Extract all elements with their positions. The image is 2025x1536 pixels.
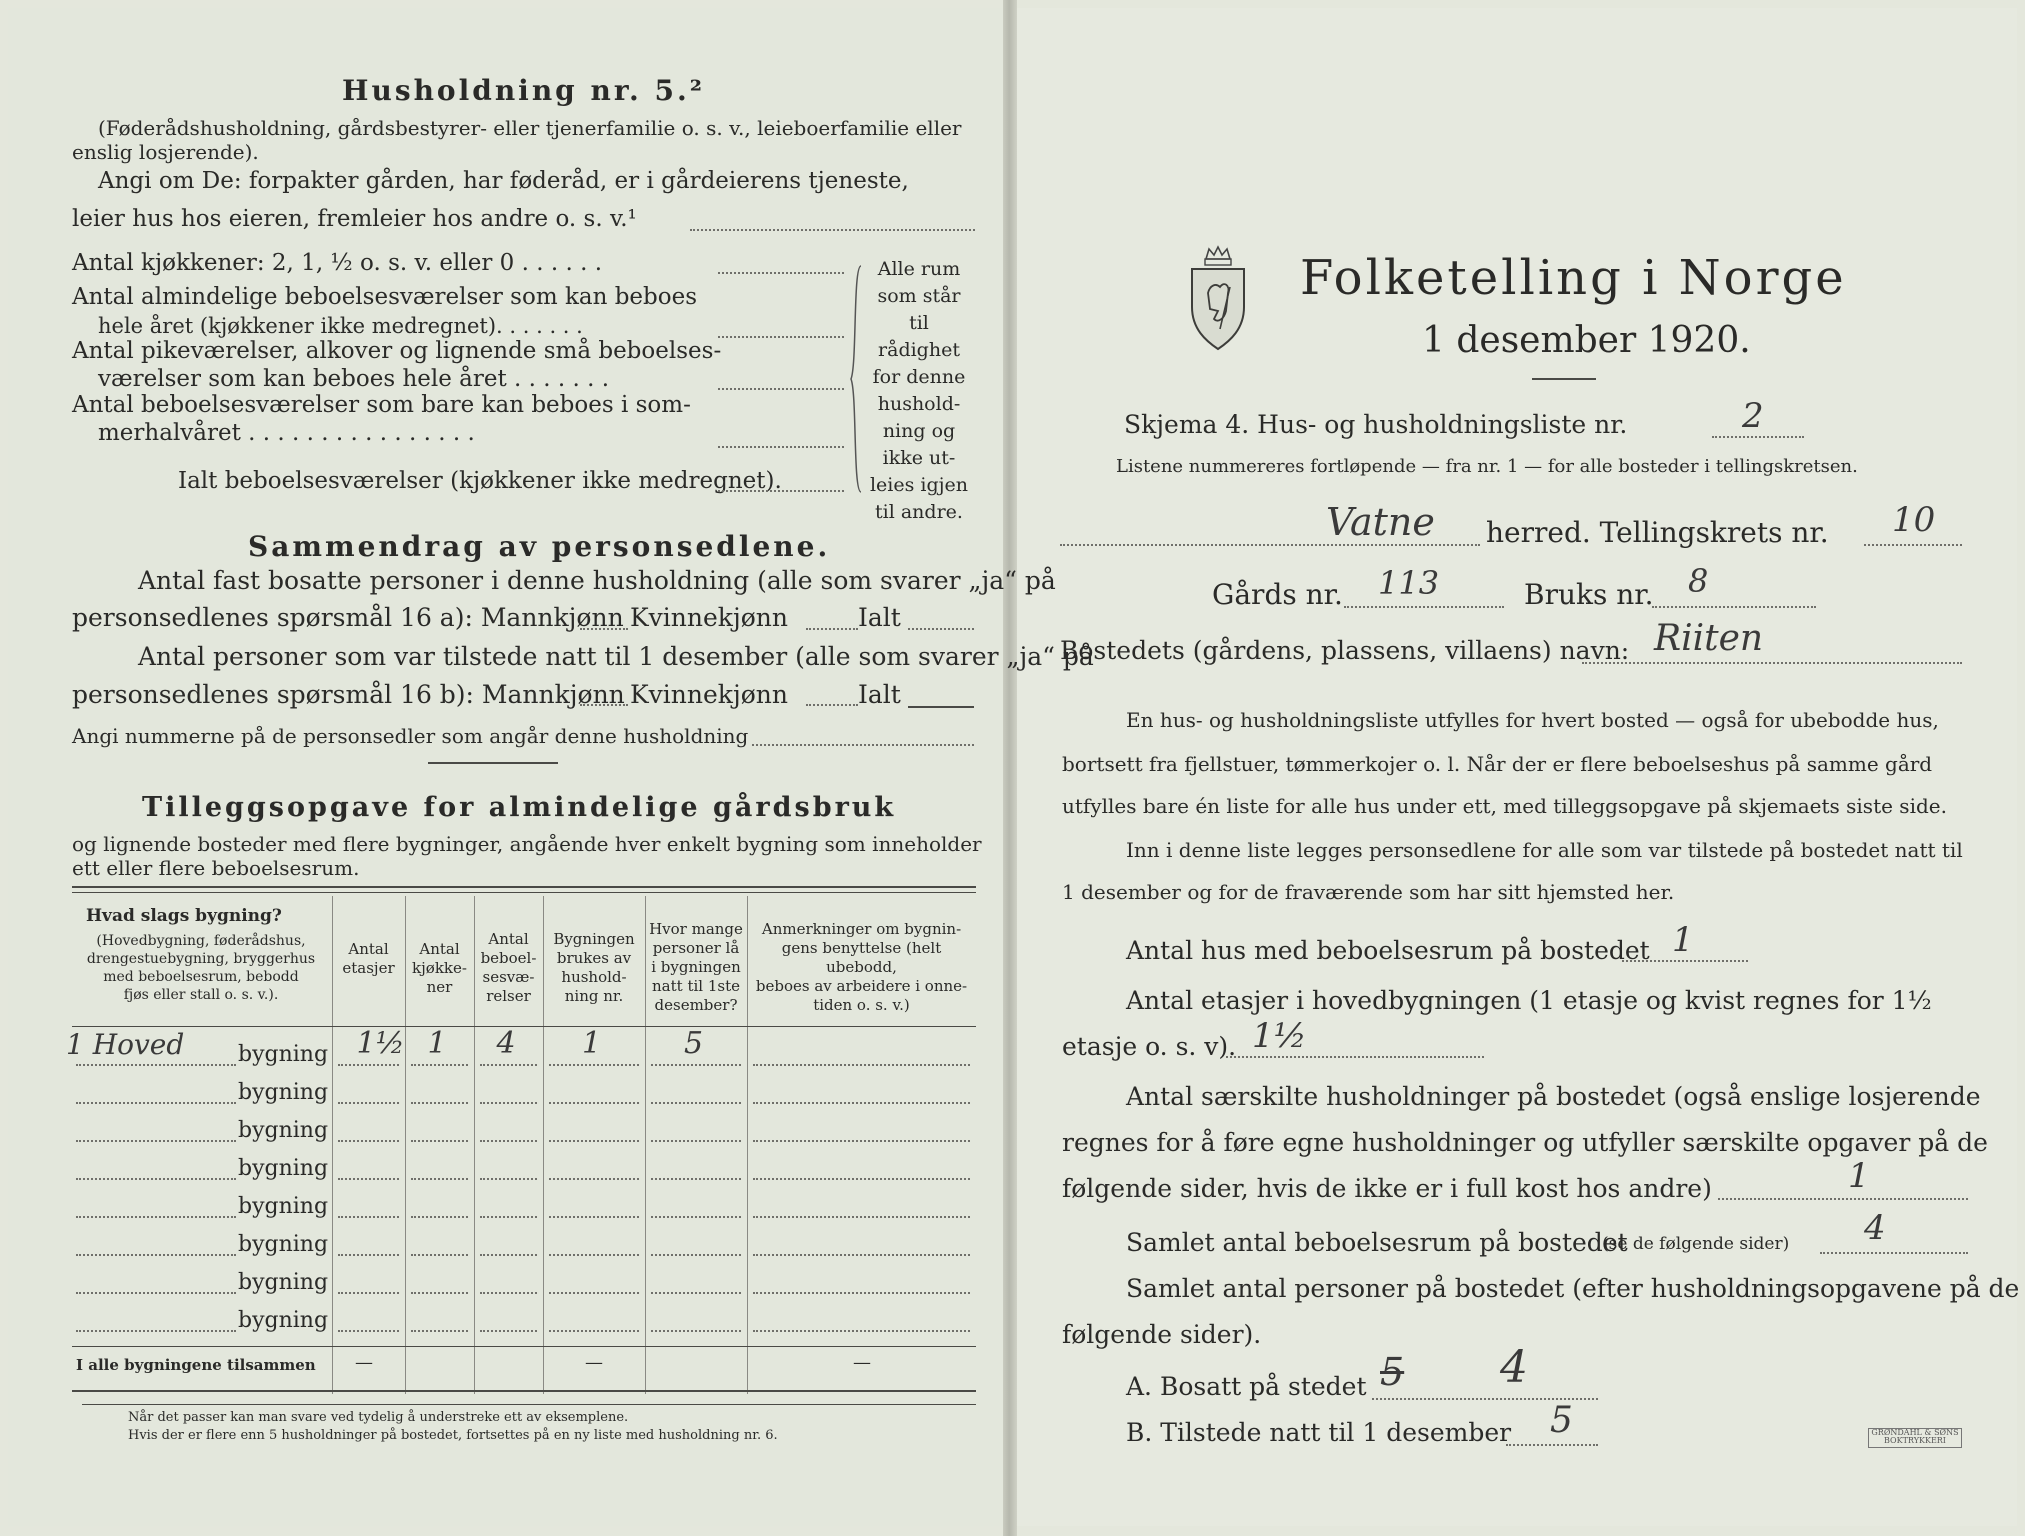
total-notes-dash: — (853, 1352, 871, 1373)
summary-a-women-answer[interactable] (806, 628, 858, 630)
angi-numbers-answer[interactable] (752, 744, 974, 746)
supplement-text-2: ett eller flere beboelsesrum. (72, 856, 360, 880)
table-row-name-field[interactable] (76, 1064, 236, 1066)
table-column-header-line: personer lå (652, 939, 740, 957)
herred-value: Vatne (1326, 500, 1435, 544)
rooms-total-value: 4 (1864, 1208, 1886, 1248)
instructions-5: 1 desember og for de fraværende som har sitt hjemsted her. (1062, 880, 1675, 904)
table-row-label: bygning (238, 1270, 329, 1295)
rooms-label-2: hele året (kjøkkener ikke medregnet). . . . . . . (98, 314, 583, 338)
table-row-label: bygning (238, 1118, 329, 1143)
table-cell-field[interactable] (338, 1064, 399, 1066)
table-row-name-field[interactable] (76, 1292, 236, 1294)
table-cell-field[interactable] (651, 1216, 741, 1218)
table-column-header-line: hushold- (561, 968, 627, 986)
table-cell-field[interactable] (651, 1140, 741, 1142)
table-cell-field[interactable] (411, 1064, 468, 1066)
table-cell-field[interactable] (651, 1330, 741, 1332)
table-cell-value: 4 (496, 1026, 516, 1061)
table-cell-field[interactable] (753, 1102, 970, 1104)
present-label: B. Tilstede natt til 1 desember (1126, 1418, 1512, 1447)
summary-b-line-2: personsedlenes spørsmål 16 b): Mannkjønn (72, 680, 625, 709)
table-cell-field[interactable] (651, 1102, 741, 1104)
table-cell-field[interactable] (480, 1178, 537, 1180)
table-cell-field[interactable] (411, 1216, 468, 1218)
table-column-header-line: kjøkke- (412, 959, 467, 977)
household-title: Husholdning nr. 5.² (342, 74, 706, 107)
summary-b-line-1: Antal personer som var tilstede natt til 1 desember (alle som svarer „ja“ på (138, 642, 1094, 671)
summary-a-total-answer[interactable] (908, 628, 974, 630)
footnote-2: Hvis der er flere enn 5 husholdninger på bostedet, fortsettes på en ny liste med husholdning nr. 6. (128, 1428, 778, 1443)
side-note-line: ning og (882, 420, 956, 442)
rooms-label-1: Antal almindelige beboelsesværelser som kan beboes (72, 284, 698, 310)
resident-label: A. Bosatt på stedet (1126, 1372, 1367, 1401)
summary-a-line-1: Antal fast bosatte personer i denne husholdning (alle som svarer „ja“ på (138, 566, 1056, 595)
table-row-name-field[interactable] (76, 1330, 236, 1332)
table-cell-field[interactable] (753, 1140, 970, 1142)
table-cell-field[interactable] (411, 1254, 468, 1256)
table-top-rule-1 (72, 886, 976, 888)
table-row-label: bygning (238, 1042, 329, 1067)
table-column-header-line: etasjer (342, 959, 395, 977)
gards-label: Gårds nr. (1212, 578, 1343, 611)
angi-numbers-label: Angi nummerne på de personsedler som angår denne husholdning (72, 724, 749, 748)
table-total-rule (72, 1346, 976, 1347)
angi-line-1: Angi om De: forpakter gården, har føderåd, er i gårdeierens tjeneste, (98, 168, 909, 194)
maid-rooms-label-2: værelser som kan beboes hele året . . . . . . . (98, 366, 610, 392)
building-column-desc-line: drengestuebygning, bryggerhus (86, 951, 316, 967)
floors-field[interactable] (1226, 1056, 1484, 1058)
persons-label-1: Samlet antal personer på bostedet (efter husholdningsopgavene på de (1126, 1274, 2020, 1303)
table-cell-value: 1½ (356, 1026, 405, 1061)
table-cell-field[interactable] (549, 1178, 639, 1180)
table-column-header (334, 940, 403, 978)
household-intro-1: (Føderådshusholdning, gårdsbestyrer- eller tjenerfamilie o. s. v., leieboerfamilie eller (98, 116, 962, 140)
table-cell-value: 1 (582, 1026, 602, 1061)
rooms-total-note: (se de følgende sider) (1602, 1234, 1790, 1254)
side-note-line: Alle rum (877, 258, 961, 280)
summary-a-men-answer[interactable] (580, 628, 628, 630)
summary-b-total-label: Ialt (858, 680, 901, 709)
instructions-2: bortsett fra fjellstuer, tømmerkojer o. l. Når der er flere beboelseshus på samme gård (1062, 752, 1933, 776)
table-column-header (476, 930, 541, 1006)
table-cell-field[interactable] (411, 1140, 468, 1142)
table-cell-field[interactable] (411, 1102, 468, 1104)
bruks-nr-field[interactable] (1652, 606, 1816, 608)
table-row-name-field[interactable] (76, 1216, 236, 1218)
summer-rooms-answer[interactable] (718, 446, 844, 448)
table-cell-field[interactable] (651, 1178, 741, 1180)
table-column-header-line: Anmerkninger om bygnin- (761, 920, 962, 938)
maid-rooms-answer[interactable] (718, 388, 844, 390)
col-divider (543, 896, 544, 1394)
building-column-desc (72, 932, 330, 1004)
bosted-field[interactable] (1582, 662, 1962, 664)
table-row-label: bygning (238, 1080, 329, 1105)
section-divider (428, 762, 558, 764)
census-title: Folketelling i Norge (1300, 250, 1847, 306)
coat-of-arms-icon (1178, 245, 1258, 355)
table-cell-field[interactable] (549, 1330, 639, 1332)
table-row-label: bygning (238, 1232, 329, 1257)
table-column-header-line: relser (486, 987, 531, 1005)
side-note-brace (850, 264, 864, 494)
summer-rooms-label-2: merhalvåret . . . . . . . . . . . . . . . . (98, 420, 475, 446)
present-value: 5 (1550, 1400, 1573, 1441)
side-note-line: ikke ut- (882, 447, 956, 469)
bosted-label: Bostedets (gårdens, plassens, villaens) navn: (1060, 636, 1630, 665)
instructions-1: En hus- og husholdningsliste utfylles for hvert bosted — også for ubebodde hus, (1126, 708, 1939, 732)
table-column-header-line: beboes av arbeidere i onne- (755, 977, 968, 995)
table-row-label: bygning (238, 1194, 329, 1219)
schema-nr-value: 2 (1742, 396, 1764, 436)
bosted-value: Riiten (1654, 618, 1764, 659)
herred-field[interactable] (1060, 544, 1480, 546)
table-bottom-rule (72, 1390, 976, 1392)
angi-answer-line[interactable] (690, 229, 975, 231)
table-cell-field[interactable] (338, 1140, 399, 1142)
table-column-header-line: natt til 1ste (652, 977, 740, 995)
floors-label-1: Antal etasjer i hovedbygningen (1 etasje og kvist regnes for 1½ (1126, 986, 1932, 1015)
footnote-rule (82, 1404, 976, 1405)
table-row-name-field[interactable] (76, 1140, 236, 1142)
building-column-desc-line: fjøs eller stall o. s. v.). (123, 987, 279, 1003)
side-note-line: til andre. (875, 501, 963, 523)
summary-a-total-label: Ialt (858, 603, 901, 632)
table-cell-field[interactable] (338, 1330, 399, 1332)
total-etasjer-dash: — (355, 1352, 373, 1373)
households-label-2: regnes for å føre egne husholdninger og utfyller særskilte opgaver på de (1062, 1128, 1988, 1157)
table-cell-field[interactable] (549, 1216, 639, 1218)
side-note-line: for denne (872, 366, 966, 388)
summary-title: Sammendrag av personsedlene. (248, 530, 831, 563)
households-label-3: følgende sider, hvis de ikke er i full kost hos andre) (1062, 1174, 1712, 1203)
schema-nr-field[interactable] (1712, 436, 1804, 438)
table-cell-field[interactable] (338, 1292, 399, 1294)
households-value: 1 (1848, 1156, 1870, 1196)
rooms-total-label: Samlet antal beboelsesrum på bostedet (1126, 1228, 1628, 1257)
table-column-header-line: i bygningen (651, 958, 741, 976)
table-cell-field[interactable] (480, 1330, 537, 1332)
table-column-header (545, 930, 643, 1006)
table-cell-field[interactable] (549, 1254, 639, 1256)
table-total-label: I alle bygningene tilsammen (76, 1356, 316, 1374)
table-cell-field[interactable] (753, 1292, 970, 1294)
households-field[interactable] (1718, 1198, 1968, 1200)
maid-rooms-label-1: Antal pikeværelser, alkover og lignende små beboelses- (72, 338, 722, 364)
table-column-header-line: tiden o. s. v.) (813, 996, 910, 1014)
printer-stamp: GRØNDAHL & SØNS BOKTRYKKERI (1868, 1428, 1962, 1448)
table-column-header (749, 920, 974, 1015)
krets-nr-field[interactable] (1864, 544, 1962, 546)
side-note-line: leies igjen (869, 474, 969, 496)
table-column-header-line: Hvor mange (649, 920, 743, 938)
table-cell-field[interactable] (549, 1102, 639, 1104)
supplement-title: Tilleggsopgave for almindelige gårdsbruk (142, 792, 897, 823)
table-cell-field[interactable] (338, 1178, 399, 1180)
resident-value-struck: 5 (1380, 1350, 1405, 1394)
table-column-header-line: ner (426, 978, 453, 996)
summary-b-men-answer[interactable] (580, 704, 628, 706)
resident-value: 4 (1500, 1342, 1528, 1393)
houses-value: 1 (1672, 920, 1694, 960)
table-cell-field[interactable] (651, 1292, 741, 1294)
summary-a-women-label: Kvinnekjønn (630, 603, 788, 632)
footnote-1: Når det passer kan man svare ved tydelig å understreke ett av eksemplene. (128, 1410, 629, 1425)
total-hushold-dash: — (585, 1352, 603, 1373)
table-row-label: bygning (238, 1308, 329, 1333)
floors-value: 1½ (1252, 1016, 1307, 1056)
floors-label-2: etasje o. s. v). (1062, 1032, 1237, 1061)
table-cell-field[interactable] (411, 1292, 468, 1294)
summary-a-line-2: personsedlenes spørsmål 16 a): Mannkjønn (72, 603, 624, 632)
table-cell-field[interactable] (549, 1140, 639, 1142)
rooms-answer[interactable] (718, 336, 844, 338)
table-cell-field[interactable] (480, 1064, 537, 1066)
table-row-name-field[interactable] (76, 1178, 236, 1180)
summary-b-total-answer[interactable] (908, 706, 974, 708)
kitchens-answer[interactable] (718, 272, 844, 274)
table-column-header (647, 920, 745, 1015)
household-intro-2: enslig losjerende). (72, 140, 259, 164)
supplement-text-1: og lignende bosteder med flere bygninger, angående hver enkelt bygning som inneholder (72, 832, 982, 856)
col-divider (747, 896, 748, 1394)
table-cell-field[interactable] (753, 1064, 970, 1066)
herred-label: herred. Tellingskrets nr. (1486, 516, 1829, 549)
table-column-header-line: Antal (348, 940, 389, 958)
table-row-name-value: 1 Hoved (66, 1028, 185, 1061)
building-column-title: Hvad slags bygning? (86, 906, 282, 926)
table-row-label: bygning (238, 1156, 329, 1181)
bruks-label: Bruks nr. (1524, 578, 1654, 611)
summary-b-women-label: Kvinnekjønn (630, 680, 788, 709)
table-cell-field[interactable] (753, 1254, 970, 1256)
table-top-rule-2 (72, 892, 976, 893)
table-column-header-line: brukes av (556, 949, 632, 967)
houses-field[interactable] (1622, 960, 1748, 962)
side-note-line: rådighet (878, 339, 960, 361)
table-column-header-line: desember? (654, 996, 738, 1014)
table-cell-value: 1 (427, 1026, 447, 1061)
table-column-header-line: Bygningen (553, 930, 635, 948)
gards-nr-value: 113 (1378, 564, 1440, 602)
building-column-desc-line: (Hovedbygning, føderådshus, (96, 933, 306, 949)
table-column-header-line: Antal (488, 930, 529, 948)
table-cell-field[interactable] (411, 1330, 468, 1332)
table-column-header (407, 940, 472, 997)
table-cell-field[interactable] (549, 1064, 639, 1066)
table-cell-field[interactable] (411, 1178, 468, 1180)
side-note-line: som står til (877, 285, 961, 334)
krets-nr-value: 10 (1892, 500, 1936, 540)
angi-line-2: leier hus hos eieren, fremleier hos andre o. s. v.¹ (72, 206, 637, 232)
persons-label-2: følgende sider). (1062, 1320, 1262, 1349)
table-cell-field[interactable] (338, 1254, 399, 1256)
total-rooms-answer[interactable] (718, 490, 844, 492)
schema-label: Skjema 4. Hus- og husholdningsliste nr. (1124, 410, 1628, 439)
table-column-header-line: sesvæ- (482, 968, 535, 986)
table-cell-field[interactable] (549, 1292, 639, 1294)
table-cell-field[interactable] (753, 1216, 970, 1218)
col-divider (332, 896, 333, 1394)
side-note (868, 256, 970, 526)
col-divider (474, 896, 475, 1394)
table-cell-field[interactable] (480, 1254, 537, 1256)
table-column-header-line: beboel- (480, 949, 537, 967)
table-cell-field[interactable] (651, 1064, 741, 1066)
census-date: 1 desember 1920. (1422, 320, 1751, 361)
table-cell-field[interactable] (480, 1216, 537, 1218)
present-field[interactable] (1506, 1444, 1598, 1446)
table-cell-value: 5 (684, 1026, 704, 1061)
table-cell-field[interactable] (480, 1102, 537, 1104)
summer-rooms-label-1: Antal beboelsesværelser som bare kan beboes i som- (72, 392, 691, 418)
table-cell-field[interactable] (651, 1254, 741, 1256)
title-divider (1532, 378, 1596, 380)
table-row-name-field[interactable] (76, 1254, 236, 1256)
summary-b-women-answer[interactable] (806, 704, 858, 706)
table-column-header-line: Antal (419, 940, 460, 958)
left-page (8, 8, 1010, 1526)
table-cell-field[interactable] (338, 1102, 399, 1104)
building-column-desc-line: med beboelsesrum, bebodd (103, 969, 299, 985)
instructions-4: Inn i denne liste legges personsedlene for alle som var tilstede på bostedet natt til (1126, 838, 1963, 862)
col-divider (645, 896, 646, 1394)
side-note-line: hushold- (877, 393, 961, 415)
table-cell-field[interactable] (338, 1216, 399, 1218)
table-cell-field[interactable] (753, 1178, 970, 1180)
col-divider (405, 896, 406, 1394)
table-cell-field[interactable] (480, 1140, 537, 1142)
table-column-header-line: gens benyttelse (helt ubebodd, (781, 939, 942, 976)
rooms-total-field[interactable] (1820, 1252, 1968, 1254)
table-column-header-line: ning nr. (564, 987, 624, 1005)
gards-nr-field[interactable] (1344, 606, 1504, 608)
houses-label: Antal hus med beboelsesrum på bostedet (1126, 936, 1650, 965)
table-row-name-field[interactable] (76, 1102, 236, 1104)
total-rooms-label: Ialt beboelsesværelser (kjøkkener ikke medregnet). (178, 468, 782, 494)
table-cell-field[interactable] (480, 1292, 537, 1294)
kitchens-label: Antal kjøkkener: 2, 1, ½ o. s. v. eller 0 . . . . . . (72, 250, 603, 276)
page-fold (1003, 0, 1017, 1536)
table-header-rule (72, 1026, 976, 1027)
bruks-nr-value: 8 (1688, 562, 1709, 600)
households-label-1: Antal særskilte husholdninger på bostedet (også enslige losjerende (1126, 1082, 1981, 1111)
instructions-3: utfylles bare én liste for alle hus under ett, med tilleggsopgave på skjemaets siste side. (1062, 794, 1947, 818)
table-cell-field[interactable] (753, 1330, 970, 1332)
numbering-note: Listene nummereres fortløpende — fra nr. 1 — for alle bosteder i tellingskretsen. (1116, 456, 1858, 477)
